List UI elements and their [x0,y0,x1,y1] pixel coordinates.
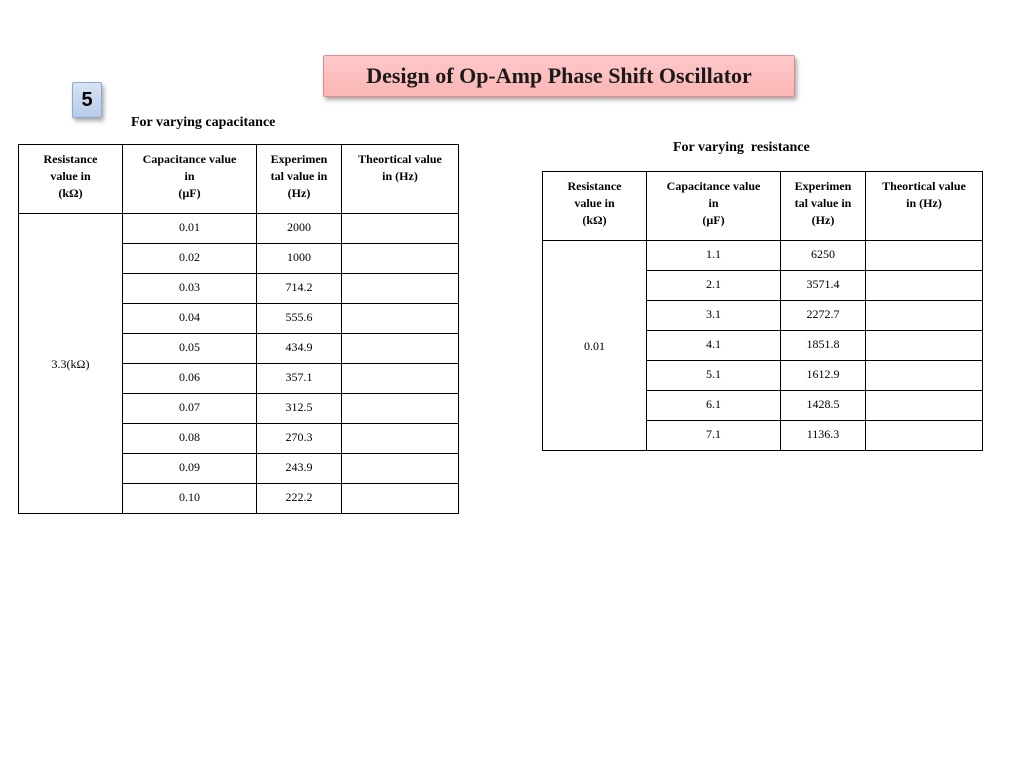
theoretical-cell [342,394,459,424]
experimental-cell: 357.1 [257,364,342,394]
caption-varying-capacitance: For varying capacitance [131,115,276,130]
experimental-cell: 243.9 [257,454,342,484]
capacitance-cell: 0.04 [123,304,257,334]
resistance-cell: 1.1 [647,241,781,271]
table-varying-resistance [542,171,983,451]
header-experimental: Experimen tal value in (Hz) [257,145,342,214]
capacitance-value-cell: 0.01 [543,241,647,451]
theoretical-cell [342,214,459,244]
resistance-cell: 5.1 [647,361,781,391]
capacitance-cell: 0.01 [123,214,257,244]
experimental-cell: 1000 [257,244,342,274]
theoretical-cell [342,274,459,304]
header-theoretical: Theortical value in (Hz) [342,145,459,214]
header-resistance: Resistance value in (kΩ) [19,145,123,214]
capacitance-cell: 0.07 [123,394,257,424]
capacitance-cell: 0.05 [123,334,257,364]
table-row [19,214,459,244]
theoretical-cell [866,391,983,421]
table-varying-capacitance [18,144,459,514]
theoretical-cell [866,301,983,331]
experimental-cell: 6250 [781,241,866,271]
theoretical-cell [342,454,459,484]
theoretical-cell [342,424,459,454]
experimental-cell: 270.3 [257,424,342,454]
experimental-cell: 2000 [257,214,342,244]
theoretical-cell [342,244,459,274]
experimental-cell: 714.2 [257,274,342,304]
capacitance-cell: 0.03 [123,274,257,304]
resistance-value-cell: 3.3(kΩ) [19,214,123,514]
experimental-cell: 3571.4 [781,271,866,301]
experimental-cell: 1136.3 [781,421,866,451]
resistance-cell: 2.1 [647,271,781,301]
slide-title: Design of Op-Amp Phase Shift Oscillator [323,55,795,97]
capacitance-cell: 0.06 [123,364,257,394]
theoretical-cell [866,421,983,451]
header-capacitance: Capacitance value in (µF) [647,172,781,241]
resistance-cell: 4.1 [647,331,781,361]
capacitance-cell: 0.09 [123,454,257,484]
theoretical-cell [866,241,983,271]
header-resistance: Resistance value in (kΩ) [543,172,647,241]
table-header-row [543,172,983,241]
theoretical-cell [342,304,459,334]
resistance-cell: 7.1 [647,421,781,451]
capacitance-cell: 0.02 [123,244,257,274]
header-capacitance: Capacitance value in (µF) [123,145,257,214]
theoretical-cell [866,271,983,301]
experimental-cell: 2272.7 [781,301,866,331]
experimental-cell: 1851.8 [781,331,866,361]
theoretical-cell [866,361,983,391]
caption-varying-resistance: For varying resistance [673,140,810,155]
experimental-cell: 555.6 [257,304,342,334]
experimental-cell: 1612.9 [781,361,866,391]
slide-number-badge: 5 [72,82,102,118]
capacitance-cell: 0.10 [123,484,257,514]
table-header-row [19,145,459,214]
theoretical-cell [866,331,983,361]
experimental-cell: 222.2 [257,484,342,514]
header-theoretical: Theortical value in (Hz) [866,172,983,241]
theoretical-cell [342,334,459,364]
resistance-cell: 3.1 [647,301,781,331]
experimental-cell: 1428.5 [781,391,866,421]
experimental-cell: 434.9 [257,334,342,364]
theoretical-cell [342,364,459,394]
header-experimental: Experimen tal value in (Hz) [781,172,866,241]
capacitance-cell: 0.08 [123,424,257,454]
experimental-cell: 312.5 [257,394,342,424]
theoretical-cell [342,484,459,514]
table-row [543,241,983,271]
resistance-cell: 6.1 [647,391,781,421]
